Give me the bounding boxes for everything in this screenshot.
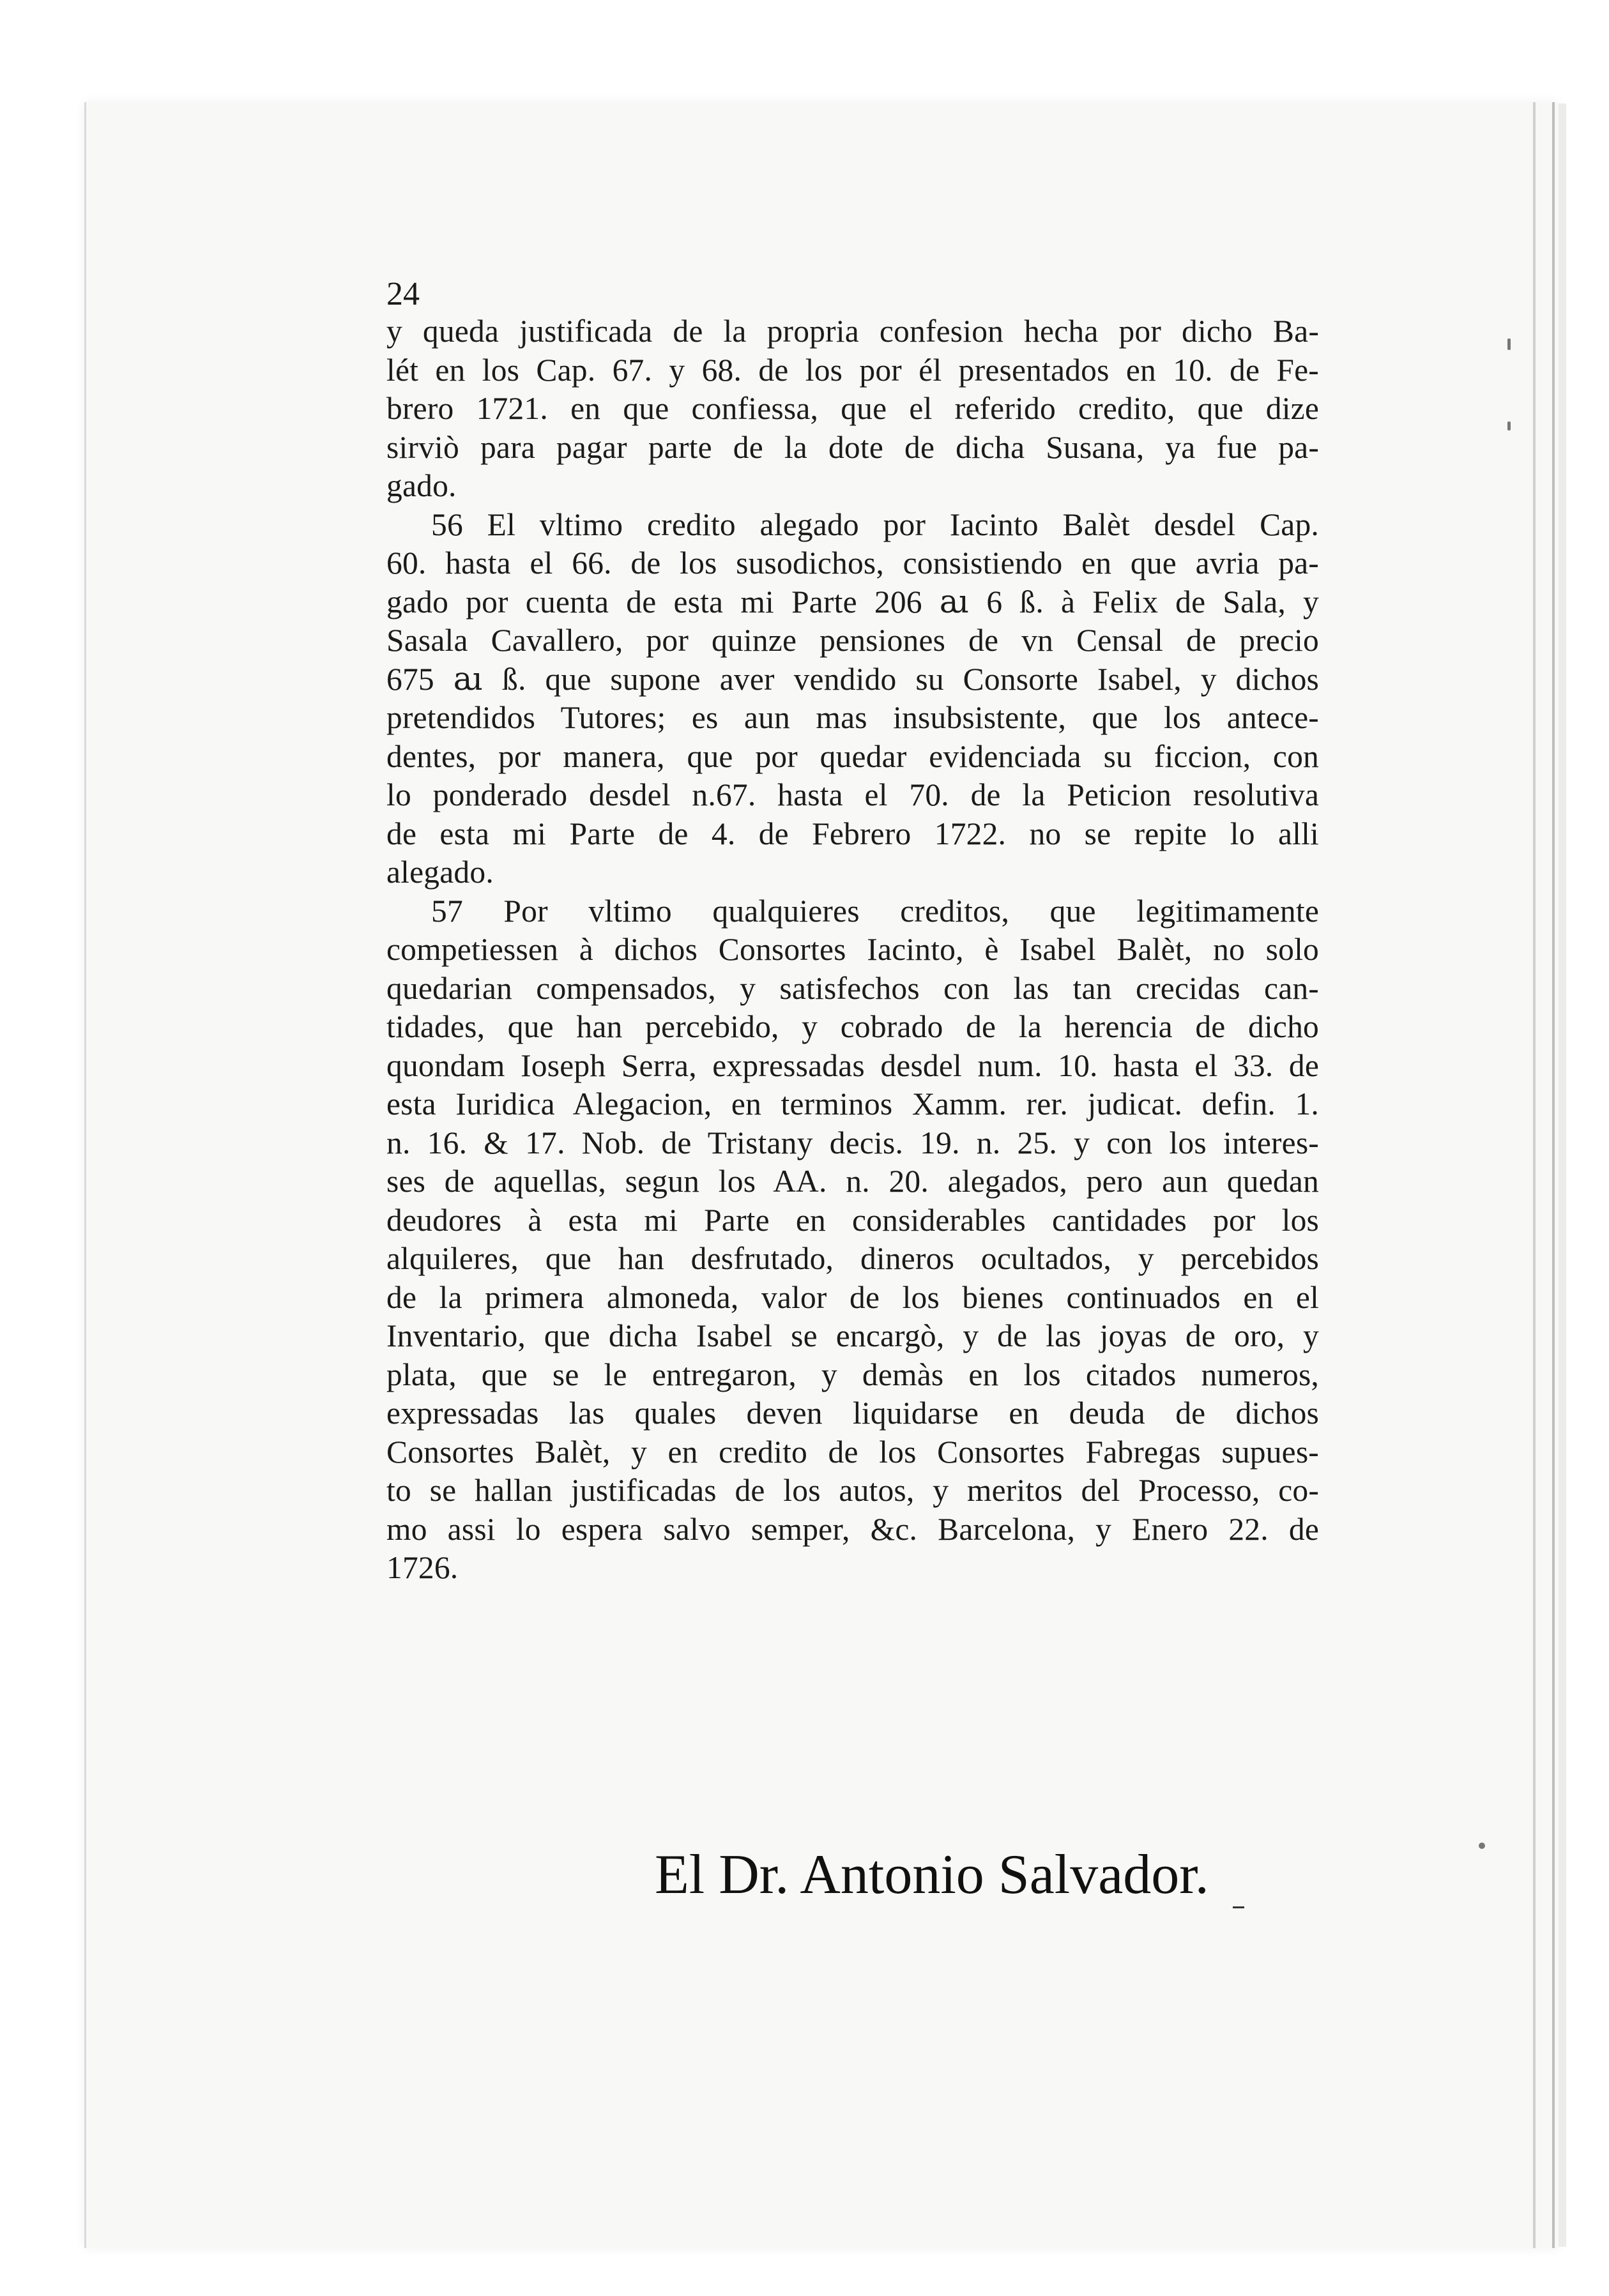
text-line: 1726. xyxy=(386,1550,459,1585)
text-line: alegado. xyxy=(386,855,494,890)
ink-speck xyxy=(1507,338,1511,350)
text-line: gado. xyxy=(386,468,457,503)
page-edge-line xyxy=(1533,102,1536,2248)
text-line: deudores à esta mi Parte en considerables cantidades por los xyxy=(386,1202,1319,1238)
text-line: pretendidos Tutores; es aun mas insubsistente, que los antece- xyxy=(386,700,1319,735)
text-line: de la primera almoneda, valor de los bienes continuados en el xyxy=(386,1279,1319,1315)
text-line: lo ponderado desdel n.67. hasta el 70. de la Peticion resolutiva xyxy=(386,777,1319,812)
text-line: ses de aquellas, segun los AA. n. 20. alegados, pero aun quedan xyxy=(386,1164,1319,1199)
text-line: Inventario, que dicha Isabel se encargò, y de las joyas de oro, y xyxy=(386,1318,1319,1353)
text-line: mo assi lo espera salvo semper, &c. Barcelona, y Enero 22. de xyxy=(386,1511,1319,1547)
text-line: expressadas las quales deven liquidarse en deuda de dichos xyxy=(386,1395,1319,1431)
document-body xyxy=(386,278,1319,1588)
text-line: esta Iuridica Alegacion, en terminos Xamm. rer. judicat. defin. 1. xyxy=(386,1086,1319,1121)
text-line: tidades, que han percebido, y cobrado de la herencia de dicho xyxy=(386,1009,1319,1044)
text-line: Consortes Balèt, y en credito de los Consortes Fabregas supues- xyxy=(386,1434,1319,1470)
text-line: lét en los Cap. 67. y 68. de los por él presentados en 10. de Fe- xyxy=(386,352,1319,388)
text-line: brero 1721. en que confiessa, que el referido credito, que dize xyxy=(386,391,1319,426)
text-line: competiessen à dichos Consortes Iacinto, è Isabel Balèt, no solo xyxy=(386,932,1319,967)
page-number: 24 xyxy=(386,276,420,312)
text-line: alquileres, que han desfrutado, dineros ocultados, y percebidos xyxy=(386,1241,1319,1276)
text-line: Sasala Cavallero, por quinze pensiones de vn Censal de precio xyxy=(386,623,1319,658)
signature: El Dr. Antonio Salvador. xyxy=(655,1844,1209,1906)
text-line: quedarian compensados, y satisfechos con las tan crecidas can- xyxy=(386,970,1319,1006)
paragraph-56-first-line: 56 El vltimo credito alegado por Iacinto Balèt desdel Cap. xyxy=(431,506,1319,542)
text-line: 60. hasta el 66. de los susodichos, consistiendo en que avria pa- xyxy=(386,545,1319,581)
ink-speck xyxy=(1507,422,1511,430)
text-line: n. 16. & 17. Nob. de Tristany decis. 19. n. 25. y con los interes- xyxy=(386,1125,1319,1160)
text-line: 675 ꜷ ß. que supone aver vendido su Consorte Isabel, y dichos xyxy=(386,661,1319,697)
text-line: sirviò para pagar parte de la dote de dicha Susana, ya fue pa- xyxy=(386,429,1319,465)
paragraph-57-first-line: 57 Por vltimo qualquieres creditos, que legitimamente xyxy=(431,893,1319,929)
text-line: gado por cuenta de esta mi Parte 206 ꜷ 6 ß. à Felix de Sala, y xyxy=(386,584,1319,620)
text-line: dentes, por manera, que por quedar evidenciada su ficcion, con xyxy=(386,738,1319,774)
text-line: y queda justificada de la propria confesion hecha por dicho Ba- xyxy=(386,314,1319,349)
text-line: to se hallan justificadas de los autos, y meritos del Processo, co- xyxy=(386,1473,1319,1508)
text-line: de esta mi Parte de 4. de Febrero 1722. no se repite lo alli xyxy=(386,816,1319,851)
page-edge-line xyxy=(1552,102,1555,2248)
text-line: quondam Ioseph Serra, expressadas desdel num. 10. hasta el 33. de xyxy=(386,1047,1319,1083)
text-line: plata, que se le entregaron, y demàs en los citados numeros, xyxy=(386,1357,1319,1392)
ink-speck xyxy=(1479,1843,1485,1849)
signature-flourish xyxy=(1233,1906,1244,1908)
